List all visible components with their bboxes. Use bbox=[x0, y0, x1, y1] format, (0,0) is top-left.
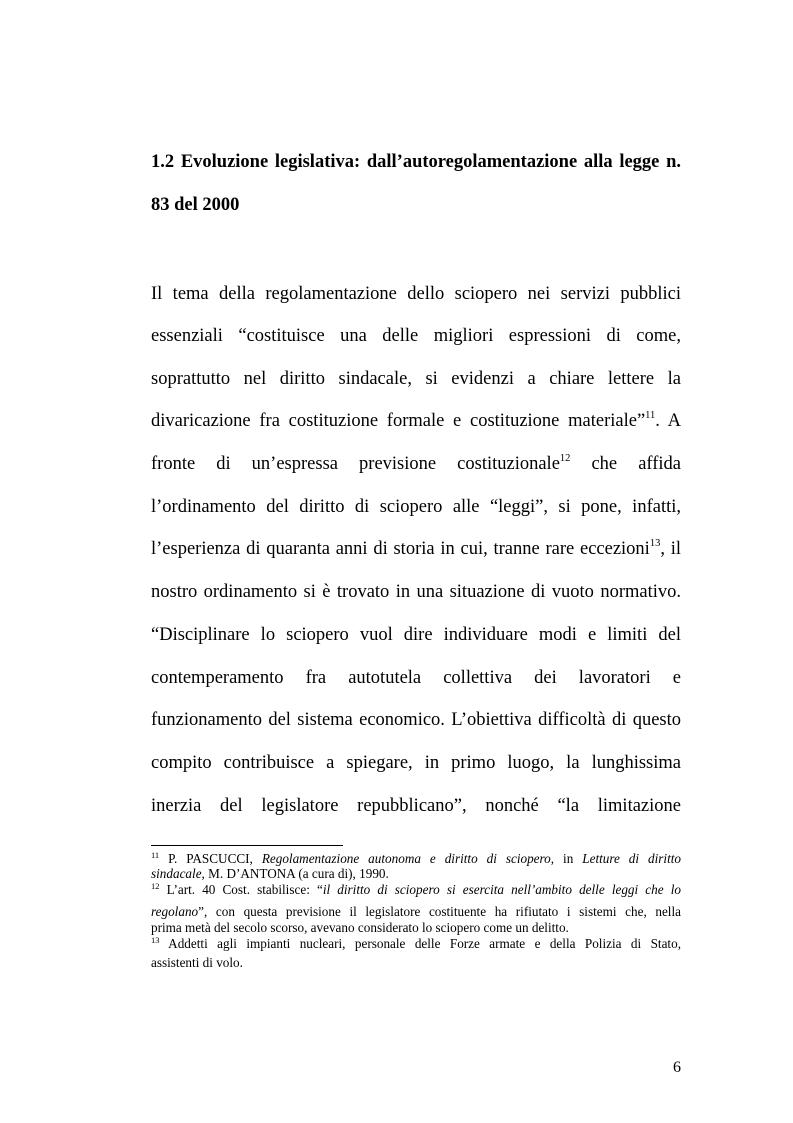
footnote-11-line-2: sindacale, M. D’ANTONA (a cura di), 1990. bbox=[151, 866, 389, 881]
footnote-13-line-1: $^{13}$ Addetti agli impianti nucleari, personale delle Forze armate e della Polizia di Stato, bbox=[151, 934, 681, 951]
body-line: essenziali “costituisce una delle migliori espressioni di come, bbox=[151, 326, 681, 346]
body-line: soprattutto nel diritto sindacale, si evidenzi a chiare lettere la bbox=[151, 369, 681, 389]
footnote-13-line-2: assistenti di volo. bbox=[151, 955, 243, 970]
body-line: fronte di un’espressa previsione costituzionale$^{12}$ che affida bbox=[151, 452, 681, 474]
section-heading-line-1: 1.2 Evoluzione legislativa: dall’autoregolamentazione alla legge n. bbox=[151, 152, 681, 172]
footnote-12-line-3: prima metà del secolo scorso, avevano considerato lo sciopero come un delitto. bbox=[151, 920, 569, 935]
footnote-reference-12[interactable]: 12 bbox=[559, 452, 571, 464]
body-line: Il tema della regolamentazione dello sciopero nei servizi pubblici bbox=[151, 284, 681, 304]
body-line: “Disciplinare lo sciopero vuol dire individuare modi e limiti del bbox=[151, 625, 681, 645]
body-line: nostro ordinamento si è trovato in una situazione di vuoto normativo. bbox=[151, 582, 681, 602]
page-number: 6 bbox=[673, 1059, 681, 1076]
section-heading-line-2: 83 del 2000 bbox=[151, 195, 240, 215]
body-line: contemperamento fra autotutela collettiva dei lavoratori e bbox=[151, 668, 681, 688]
body-line: divaricazione fra costituzione formale e costituzione materiale”$^{11}$. A bbox=[151, 409, 682, 431]
body-line: funzionamento del sistema economico. L’obiettiva difficoltà di questo bbox=[151, 710, 681, 730]
footnote-reference-11[interactable]: 11 bbox=[645, 409, 656, 421]
body-line: compito contribuisce a spiegare, in primo luogo, la lunghissima bbox=[151, 753, 681, 773]
body-line: l’ordinamento del diritto di sciopero alle “leggi”, si pone, infatti, bbox=[151, 497, 681, 517]
footnote-12-line-1: $^{12}$ L’art. 40 Cost. stabilisce: “il diritto di sciopero si esercita nell’ambito delle leggi che lo bbox=[151, 880, 681, 897]
footnote-12-line-2: regolano”, con questa previsione il legislatore costituente ha rifiutato i sistemi che, nella bbox=[151, 904, 681, 919]
footnote-separator bbox=[151, 845, 343, 846]
footnote-reference-13[interactable]: 13 bbox=[649, 537, 661, 549]
footnote-11-line-1: $^{11}$ P. PASCUCCI, Regolamentazione autonoma e diritto di sciopero, in Letture di diritto bbox=[151, 849, 681, 866]
body-line: inerzia del legislatore repubblicano”, nonché “la limitazione bbox=[151, 796, 681, 816]
body-line: l’esperienza di quaranta anni di storia in cui, tranne rare eccezioni$^{13}$, il bbox=[151, 537, 681, 559]
